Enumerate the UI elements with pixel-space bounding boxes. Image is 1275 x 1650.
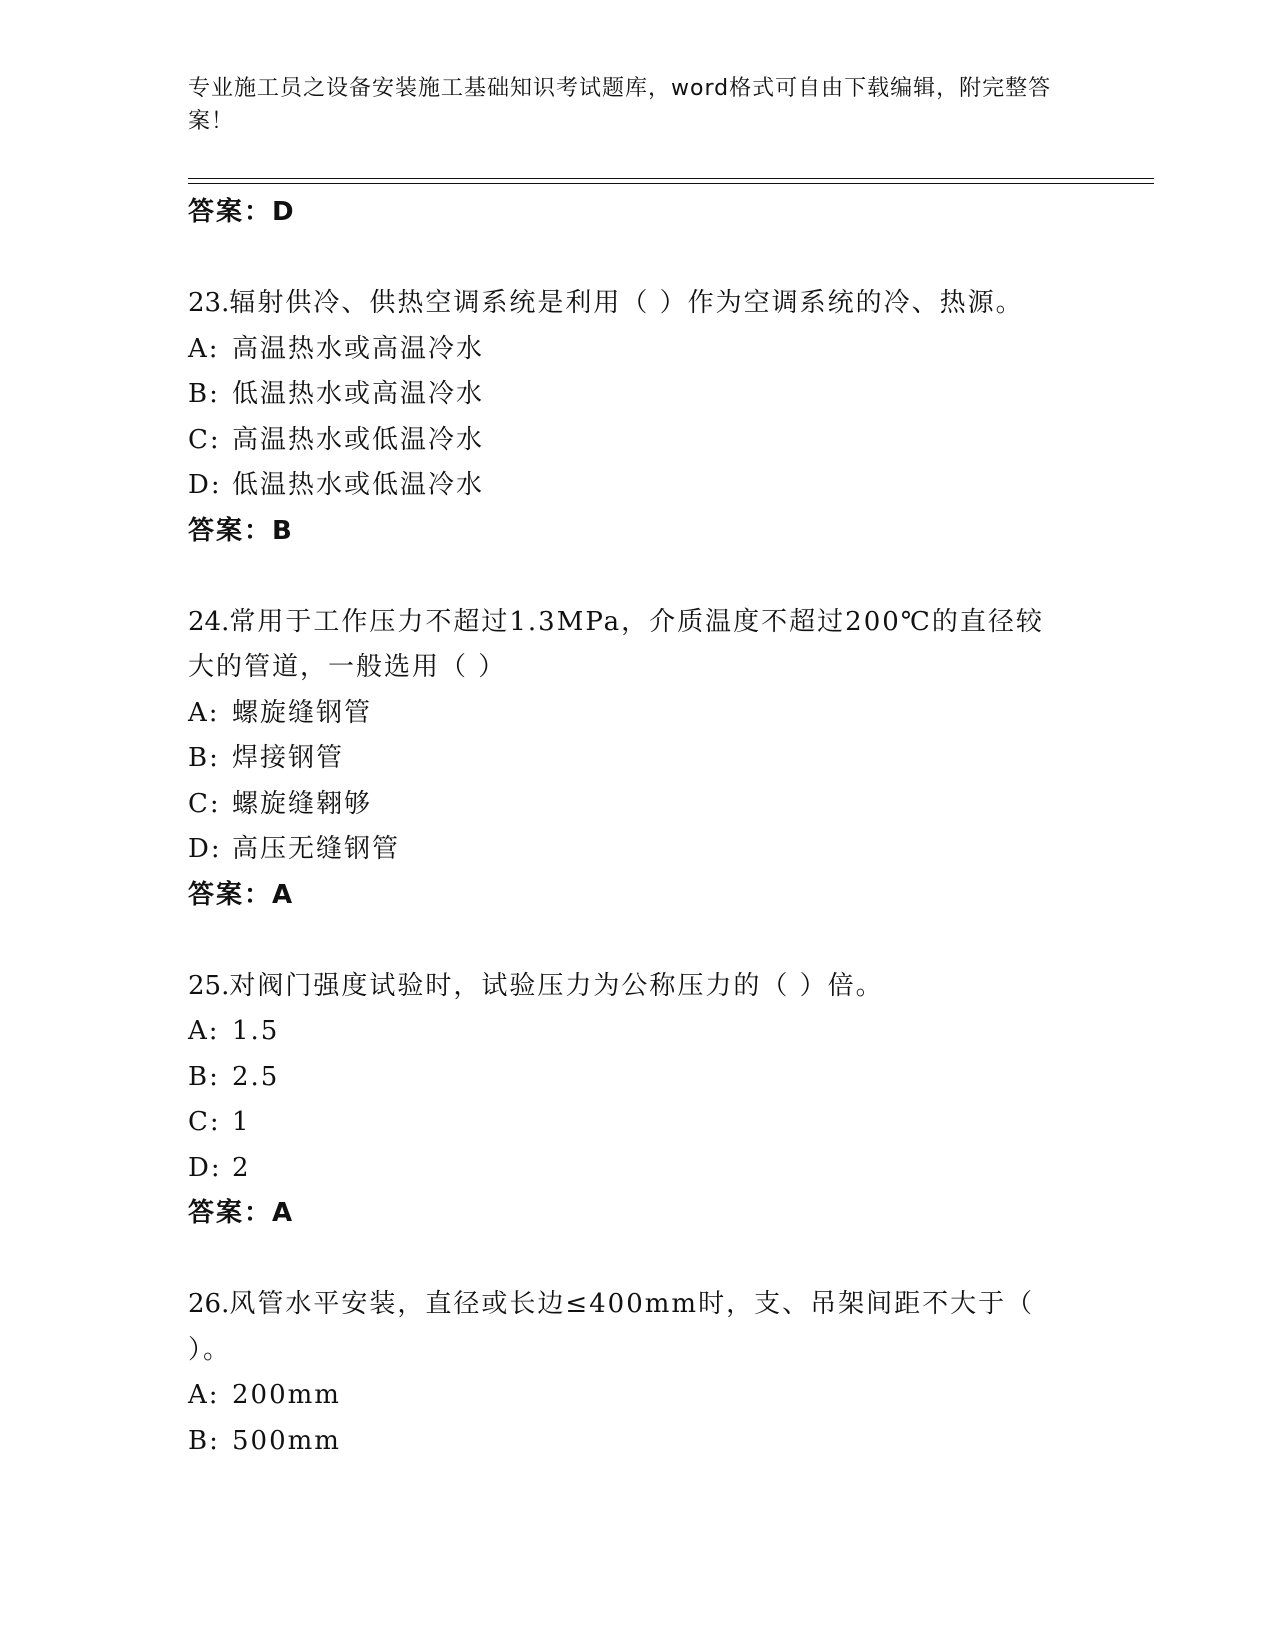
question-25: 25.对阀门强度试验时，试验压力为公称压力的（ ）倍。 [188, 970, 884, 1001]
option-c: C: 螺旋缝翱够 [188, 788, 373, 819]
option-d: D: 2 [188, 1152, 251, 1183]
question-23: 23.辐射供冷、供热空调系统是利用（ ）作为空调系统的冷、热源。 [188, 288, 1024, 318]
option-d: D: 低温热水或低温冷水 [188, 470, 485, 500]
document-body [188, 190, 1088, 1464]
question-24: 24.常用于工作压力不超过1.3MPa，介质温度不超过200℃的直径较大的管道，一般选用（ ） [188, 606, 1044, 682]
option-a: A: 高温热水或高温冷水 [188, 333, 485, 364]
option-a: A: 1.5 [188, 1016, 280, 1046]
answer-line: 答案：A [188, 879, 295, 910]
option-b: B: 2.5 [188, 1061, 280, 1092]
option-c: C: 1 [188, 1107, 251, 1137]
header-divider-top [188, 178, 1154, 179]
answer-line: 答案：B [188, 515, 294, 546]
question-26: 26.风管水平安装，直径或长边≤400mm时，支、吊架间距不大于（ ）。 [188, 1289, 1035, 1365]
document-header: 专业施工员之设备安装施工基础知识考试题库，word格式可自由下载编辑，附完整答案！ [188, 76, 1052, 134]
header-divider-bottom [188, 183, 1154, 184]
option-d: D: 高压无缝钢管 [188, 834, 401, 864]
answer-line: 答案：A [188, 1198, 295, 1228]
option-a: A: 螺旋缝钢管 [188, 697, 373, 728]
answer-line: 答案：D [188, 197, 296, 227]
option-a: A: 200mm [188, 1380, 341, 1410]
option-b: B: 焊接钢管 [188, 743, 345, 773]
option-b: B: 低温热水或高温冷水 [188, 379, 485, 409]
option-b: B: 500mm [188, 1425, 341, 1456]
option-c: C: 高温热水或低温冷水 [188, 424, 485, 455]
